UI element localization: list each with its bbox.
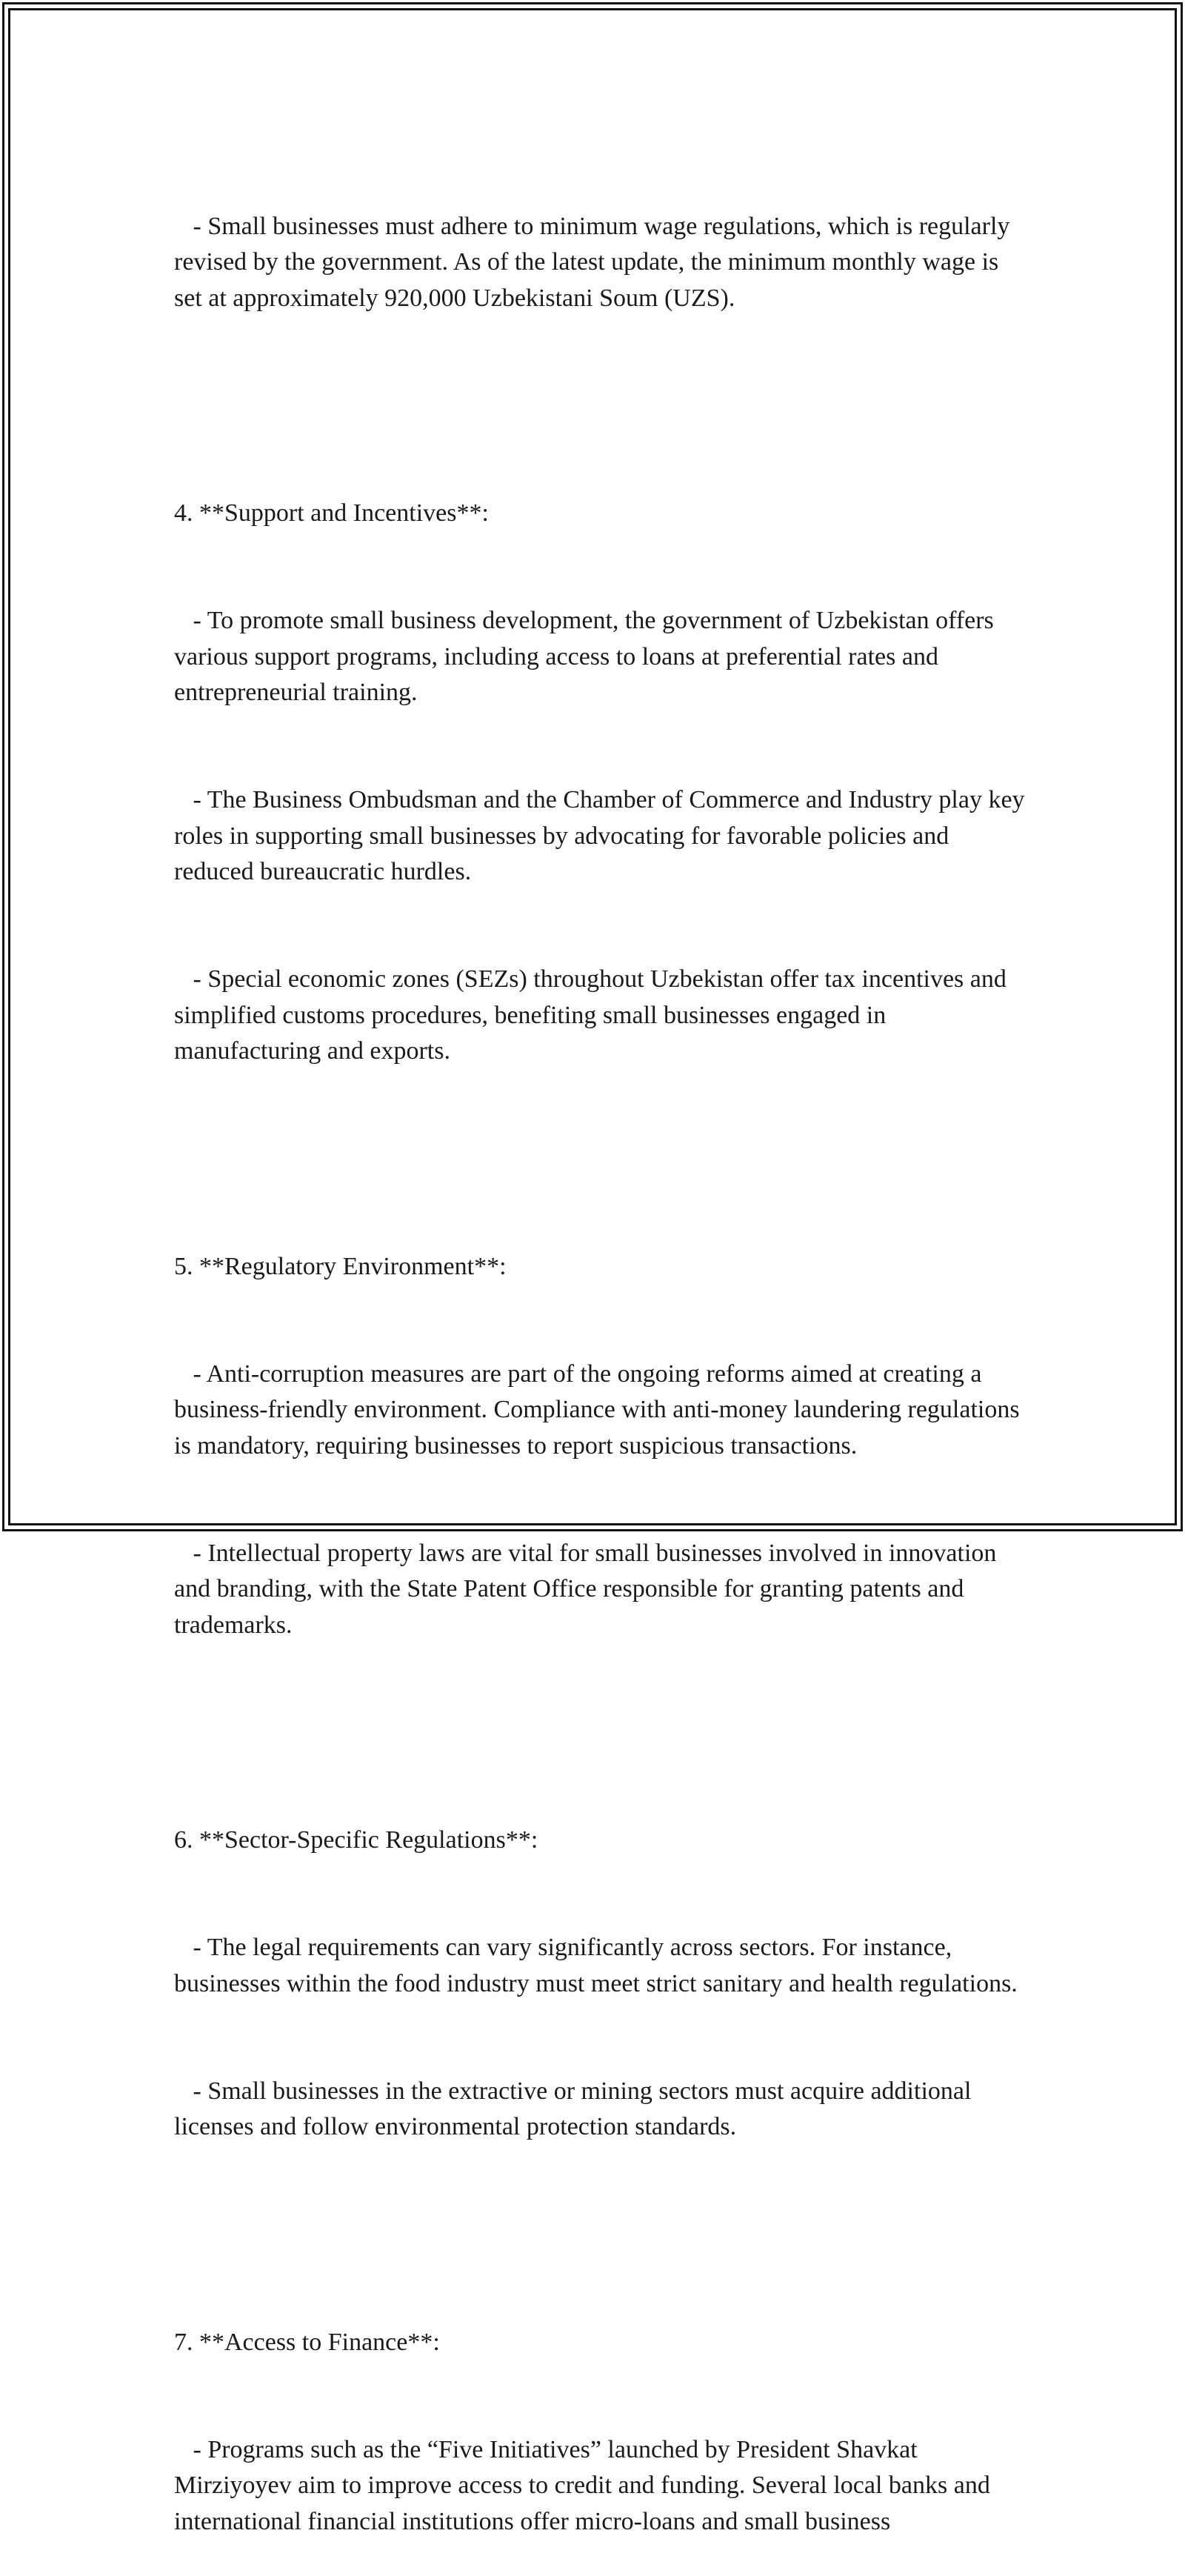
document-body bbox=[174, 137, 1032, 2576]
paragraph-five-initiatives: - Programs such as the “Five Initiatives” launched by President Shavkat Mirziyoyev aim to improve access to credit and funding. Several local banks and international financial institutions offer micro-loans and small business bbox=[174, 2435, 997, 2535]
paragraph-anti-corruption: - Anti-corruption measures are part of the ongoing reforms aimed at creating a business-friendly environment. Compliance with anti-money laundering regulations is mandatory, requiring businesses to report suspicious transactions. bbox=[174, 1359, 1027, 1460]
paragraph-business-ombudsman: - The Business Ombudsman and the Chamber of Commerce and Industry play key roles in supporting small businesses by advocating for favorable policies and reduced bureaucratic hurdles. bbox=[174, 786, 1032, 886]
paragraph-intellectual-property: - Intellectual property laws are vital for small businesses involved in innovation and branding, with the State Patent Office responsible for granting patents and trademarks. bbox=[174, 1539, 1003, 1639]
paragraph-support-programs: - To promote small business development, the government of Uzbekistan offers various support programs, including access to loans at preferential rates and entrepreneurial training. bbox=[174, 607, 1001, 707]
blank-line bbox=[174, 388, 1026, 424]
heading-regulatory-environment: 5. **Regulatory Environment**: bbox=[174, 1252, 507, 1280]
paragraph-special-economic-zones: - Special economic zones (SEZs) throughout Uzbekistan offer tax incentives and simplified customs procedures, benefiting small businesses engaged in manufacturing and exports. bbox=[174, 965, 1013, 1065]
heading-sector-specific: 6. **Sector-Specific Regulations**: bbox=[174, 1826, 538, 1854]
paragraph-minimum-wage: - Small businesses must adhere to minimum wage regulations, which is regularly revised by the government. As of the latest update, the minimum monthly wage is set at approximately 920,000 Uzbekistani Soum (UZS). bbox=[174, 212, 1016, 312]
paragraph-food-industry: - The legal requirements can vary significantly across sectors. For instance, businesses within the food industry must meet strict sanitary and health regulations. bbox=[174, 1934, 1018, 1997]
heading-support-incentives: 4. **Support and Incentives**: bbox=[174, 499, 489, 527]
heading-access-to-finance: 7. **Access to Finance**: bbox=[174, 2328, 440, 2356]
blank-line bbox=[174, 1141, 1026, 1176]
blank-line bbox=[174, 2217, 1026, 2253]
blank-line bbox=[174, 1715, 1026, 1751]
paragraph-mining-sectors: - Small businesses in the extractive or mining sectors must acquire additional licenses and follow environmental protection standards. bbox=[174, 2077, 978, 2141]
